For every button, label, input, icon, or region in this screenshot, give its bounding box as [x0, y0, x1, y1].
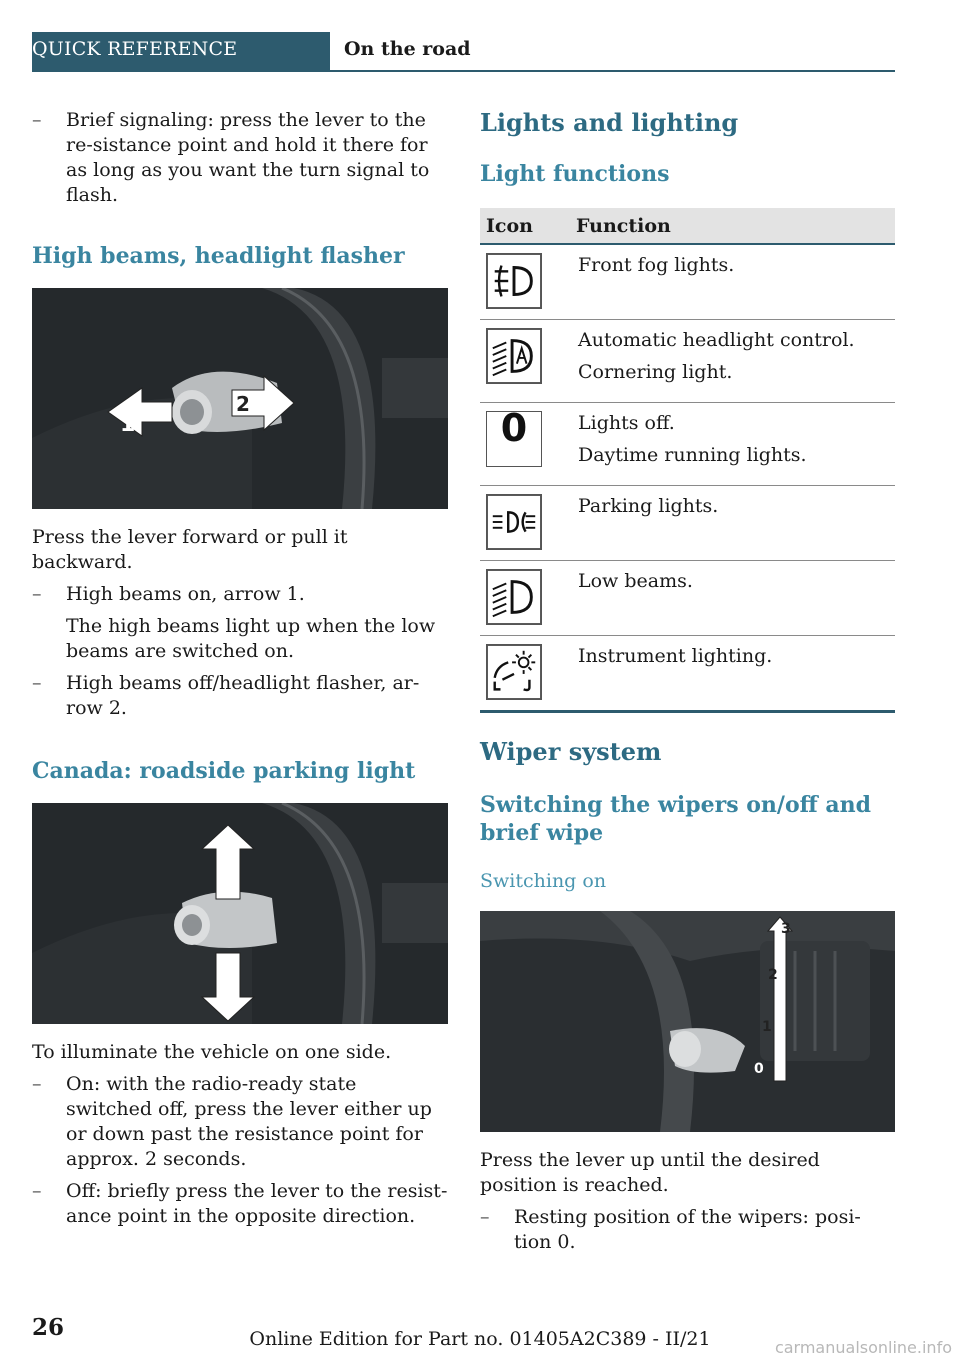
- high-beams-photo: [32, 288, 448, 509]
- canada-list: [32, 1072, 448, 1229]
- list-item: – Off: briefly press the lever to the resist-ance point in the opposite direction.: [32, 1180, 448, 1227]
- table-header-row: [480, 208, 895, 244]
- arrow-label-1: 1: [120, 412, 136, 437]
- left-column: [32, 100, 448, 1236]
- dash-icon: –: [32, 1073, 42, 1095]
- list-item: – Resting position of the wipers: posi-tion 0.: [480, 1206, 861, 1253]
- arrow-label-2: 2: [236, 392, 250, 416]
- lights-heading: Lights and lighting: [480, 108, 739, 137]
- light-functions-table: [480, 208, 895, 713]
- parking-light-illustration: [32, 803, 448, 1024]
- dash-icon: –: [32, 1180, 42, 1202]
- instrument-lighting-icon: [486, 644, 542, 700]
- canada-heading: Canada: roadside parking light: [32, 758, 416, 784]
- dash-icon: –: [480, 1206, 490, 1228]
- table-row: [480, 636, 895, 712]
- watermark: carmanualsonline.info: [774, 1338, 952, 1357]
- list-item: – On: with the radio-ready state switched off, press the lever either up or down past the resistance point for approx. 2 seconds.: [32, 1073, 432, 1170]
- function-text: Cornering light.: [578, 361, 733, 383]
- table-row: [480, 561, 895, 636]
- light-functions-heading: Light functions: [480, 161, 670, 187]
- table-row: [480, 320, 895, 403]
- list-item: – Brief signaling: press the lever to the re-sistance point and hold it there for as long as you want the turn signal to flash.: [32, 109, 430, 206]
- position-label-2: 2: [768, 967, 778, 983]
- position-label-1: 1: [762, 1019, 772, 1035]
- function-text: Instrument lighting.: [578, 645, 773, 667]
- list-item: – High beams on, arrow 1. The high beams light up when the low beams are switched on.: [32, 583, 436, 662]
- table-row: [480, 486, 895, 561]
- automatic-headlight-icon: [486, 328, 542, 384]
- function-text: Parking lights.: [578, 495, 719, 517]
- table-row: [480, 403, 895, 486]
- canada-paragraph: To illuminate the vehicle on one side.: [32, 1041, 392, 1063]
- section-label: QUICK REFERENCE: [32, 32, 330, 70]
- high-beams-heading: High beams, headlight flasher: [32, 243, 405, 269]
- function-text: Daytime running lights.: [578, 444, 807, 466]
- switching-on-heading: Switching on: [480, 870, 607, 892]
- function-text: Automatic headlight control.: [578, 329, 855, 351]
- parking-lights-icon: [486, 494, 542, 550]
- right-column: [480, 100, 895, 1262]
- canada-photo: [32, 803, 448, 1024]
- low-beams-icon: [486, 569, 542, 625]
- intro-list: [32, 108, 448, 208]
- function-text: Lights off.: [578, 412, 675, 434]
- wiper-illustration: [480, 911, 895, 1132]
- position-label-3: 3: [781, 921, 791, 937]
- front-fog-lights-icon: [486, 253, 542, 309]
- function-text: Front fog lights.: [578, 254, 735, 276]
- edition-text: Online Edition for Part no. 01405A2C389 - II/21: [249, 1328, 711, 1350]
- wiper-list: [480, 1205, 895, 1255]
- lights-off-icon: 0: [486, 411, 542, 467]
- column-header-icon: Icon: [480, 208, 570, 244]
- list-item: – High beams off/headlight flasher, ar-row 2.: [32, 672, 420, 719]
- function-text: Low beams.: [578, 570, 693, 592]
- wiper-photo: [480, 911, 895, 1132]
- high-beams-paragraph: Press the lever forward or pull it backward.: [32, 526, 348, 573]
- column-header-function: Function: [570, 208, 895, 244]
- page-header: [32, 32, 895, 72]
- position-label-0: 0: [754, 1061, 764, 1077]
- chapter-label: On the road: [344, 38, 471, 60]
- wiper-paragraph: Press the lever up until the desired position is reached.: [480, 1149, 820, 1196]
- page-number: 26: [32, 1314, 65, 1341]
- table-row: [480, 244, 895, 320]
- wiper-heading: Wiper system: [480, 737, 662, 766]
- dash-icon: –: [32, 109, 42, 131]
- wiper-subheading: Switching the wipers on/off and brief wipe: [480, 792, 871, 846]
- high-beams-list: [32, 582, 448, 721]
- dash-icon: –: [32, 583, 42, 605]
- dash-icon: –: [32, 672, 42, 694]
